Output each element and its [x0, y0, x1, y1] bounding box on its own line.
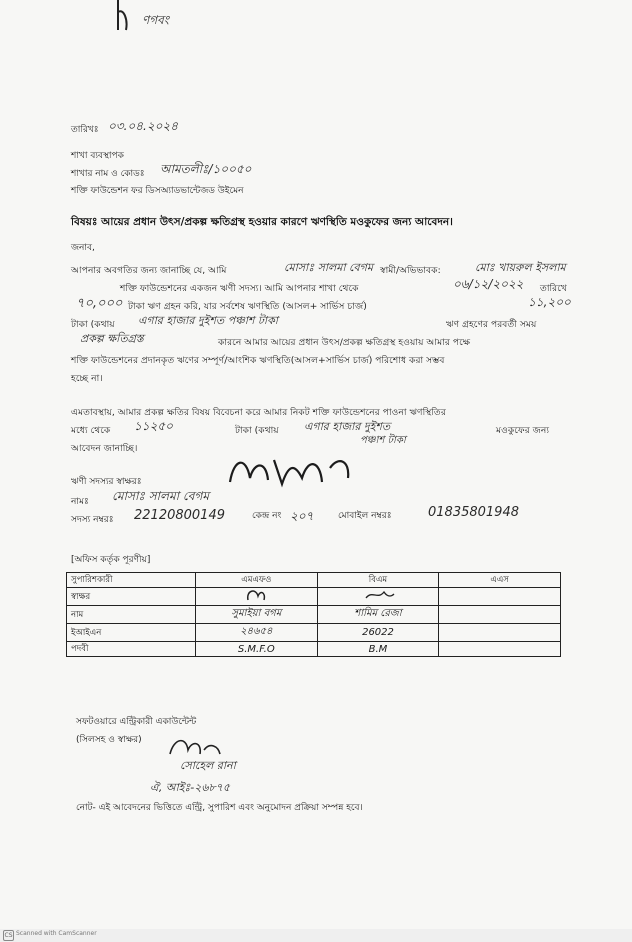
bm-designation: B.M — [317, 642, 439, 657]
office-col-recommender: সুপারিশকারী — [67, 573, 196, 588]
waiver-words2-hand: পঞ্চাশ টাকা — [360, 435, 406, 446]
para1-line1a: আপনার অবগতির জন্য জানাচ্ছি যে, আমি — [71, 265, 227, 276]
member-signature-mark — [222, 448, 402, 492]
para2-line2a: মধ্যে থেকে — [71, 425, 111, 436]
office-row-label: স্বাক্ষর — [67, 588, 196, 606]
member-no-label: সদস্য নম্বরঃ — [71, 515, 114, 525]
date-value: ০৩.০৪.২০২৪ — [108, 119, 179, 133]
addressee-line3: শক্তি ফাউন্ডেশন ফর ডিসঅ্যাডভান্টেজড উইমেন — [71, 186, 244, 196]
bm-signature-mark — [358, 588, 398, 602]
office-table — [66, 572, 561, 657]
scanner-text: Scanned with CamScanner — [16, 930, 97, 937]
note-line: নোট- এই আবেদনের ভিত্তিতে এন্ট্রি, সুপারিশ এবং অনুমোদন প্রক্রিয়া সম্পন্ন হবে। — [76, 803, 363, 813]
software-entry-line2: (সিলসহ ও স্বাক্ষর) — [76, 735, 142, 745]
addressee-line2-label: শাখার নাম ও কোডঃ — [71, 169, 145, 179]
accountant-code-hand: ঐ, আইঃ-২৬৮৭৫ — [150, 781, 230, 794]
mfo-designation: S.M.F.O — [196, 642, 318, 657]
loan-amount-hand: ৭০,০০০ — [76, 296, 123, 311]
para2-line2b: টাকা (কথায় — [235, 425, 279, 436]
para1-line6: শক্তি ফাউন্ডেশনের প্রদানকৃত ঋণের সম্পূর্ণ/আংশিক ঋণস্থিতি(আসল+সার্ভিস চার্জ) পরিশোধ করা সম্ভব — [71, 355, 445, 366]
para2-line2c: মওকুফের জন্য — [496, 425, 550, 436]
office-table-header-row — [67, 573, 561, 588]
accountant-name-hand: সোহেল রানা — [180, 759, 236, 772]
mobile-label: মোবাইল নম্বরঃ — [338, 511, 392, 521]
mfo-signature-cell — [196, 588, 318, 606]
office-row-label: ইআইএন — [67, 624, 196, 642]
cause-hand: প্রকল্প ক্ষতিগ্রস্ত — [80, 332, 144, 345]
office-col-mfo: এমএফও — [196, 573, 318, 588]
as-name — [439, 606, 561, 624]
member-no-value: 22120800149 — [134, 508, 225, 523]
balance-words-hand: এগার হাজার দুইশত পঞ্চাশ টাকা — [138, 314, 278, 327]
mobile-value: 01835801948 — [428, 505, 519, 520]
para1-line2b: তারিখে — [540, 283, 567, 294]
as-ein — [439, 624, 561, 642]
mfo-name: সুমাইয়া বগম — [196, 606, 318, 624]
bm-ein: 26022 — [317, 624, 439, 642]
addressee-line1: শাখা ব্যবস্থাপক — [71, 151, 124, 161]
para1-line4b: ঋণ গ্রহণের পরবর্তী সময় — [446, 319, 537, 330]
name-label: নামঃ — [71, 497, 89, 507]
signature-label: ঋণী সদস্যর স্বাক্ষরঃ — [71, 477, 142, 487]
branch-name-code: আমতলীঃ/১০০৫০ — [160, 162, 252, 176]
software-entry-line1: সফটওয়ারে এন্ট্রিকারী একাউন্টেন্ট — [76, 717, 197, 727]
balance-hand: ১১,২০০ — [528, 295, 571, 309]
waiver-amount-hand: ১১২৫০ — [134, 419, 173, 433]
para1-line7: হচ্ছে না। — [71, 373, 103, 384]
para1-line5a: কারনে আমার আয়ের প্রধান উৎস/প্রকল্প ক্ষতিগ্রস্থ হওয়ায় আমার পক্ষে — [218, 337, 471, 348]
bm-signature-cell — [317, 588, 439, 606]
para1-line4a: টাকা (কথায় — [71, 319, 115, 330]
office-row-label: পদবী — [67, 642, 196, 657]
office-section-title: [অফিস কর্তৃক পূরণীয়] — [71, 555, 151, 565]
mfo-signature-mark — [236, 588, 276, 602]
header-scribble: ণগবং — [142, 13, 169, 27]
para2-line1: এমতাবস্থায়, আমার প্রকল্প ক্ষতির বিষয় বিবেচনা করে আমার নিকট শক্তি ফাউন্ডেশনের পাওনা ঋণস্থিতির — [71, 407, 446, 418]
guardian-name-hand: মোঃ খায়রুল ইসলাম — [475, 261, 566, 274]
as-signature-cell — [439, 588, 561, 606]
bm-name: শামিম রেজা — [317, 606, 439, 624]
center-value: ২০৭ — [290, 509, 314, 523]
office-row-ein — [67, 624, 561, 642]
office-row-signature — [67, 588, 561, 606]
office-row-designation — [67, 642, 561, 657]
loan-date-hand: ০৬/১২/২০২২ — [453, 277, 524, 291]
subject-line: বিষয়ঃ আয়ের প্রধান উৎস/প্রকল্প ক্ষতিগ্রস্থ হওয়ার কারণে ঋণস্থিতি মওকুফের জন্য আবেদন। — [71, 216, 453, 228]
cs-icon: CS — [4, 932, 13, 939]
para1-line1b: স্বামী/অভিভাবক: — [380, 265, 441, 276]
member-name-hand: মোসাঃ সালমা বেগম — [284, 261, 373, 274]
date-label: তারিখঃ — [71, 125, 99, 135]
office-col-as: এএস — [439, 573, 561, 588]
para1-line2a: শক্তি ফাউন্ডেশনের একজন ঋণী সদস্য। আমি আপনার শাখা থেকে — [120, 283, 359, 294]
waiver-words-hand: এগার হাজার দুইশত — [304, 420, 391, 433]
office-row-name — [67, 606, 561, 624]
salutation: জনাব, — [71, 243, 95, 253]
para2-line3: আবেদন জানাচ্ছি। — [71, 443, 138, 454]
office-col-bm: বিএম — [317, 573, 439, 588]
office-row-label: নাম — [67, 606, 196, 624]
as-designation — [439, 642, 561, 657]
mfo-ein: ২৪৬৫৪ — [196, 624, 318, 642]
member-name-signature: মোসাঃ সালমা বেগম — [112, 489, 210, 503]
center-label: কেন্দ্র নং — [252, 511, 282, 521]
para1-line3a: টাকা ঋণ গ্রহন করি, যার সর্বশেষ ঋণস্থিতি (আসল+ সার্ভিস চার্জ) — [128, 301, 367, 312]
